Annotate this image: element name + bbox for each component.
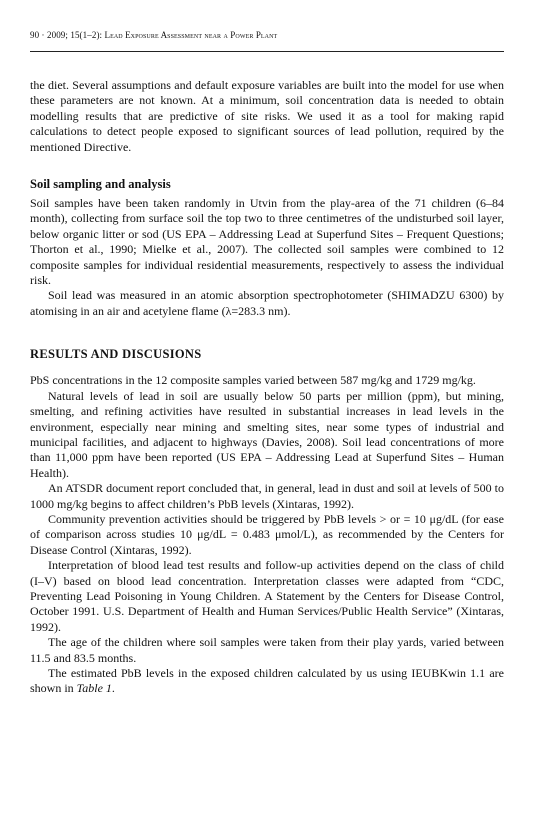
results-paragraph-7 [30, 666, 504, 697]
intro-paragraph: the diet. Several assumptions and default exposure variables are built into the model for use when these parameters are not known. At a minimum, soil concentration data is needed to obtain modelling results that are predictive of site risks. We used it as a tool for making rapid calculations to detect people exposed to significant sources of lead pollution, required by the mentioned Directive. [30, 78, 504, 154]
results-paragraph-7-text: The estimated PbB levels in the exposed children calculated by us using IEUBKwin 1.1 are shown in [30, 666, 504, 696]
soil-sampling-heading: Soil sampling and analysis [30, 177, 171, 192]
running-head [30, 30, 504, 52]
soil-paragraph-1: Soil samples have been taken randomly in Utvin from the play-area of the 71 children (6–84 month), collecting from surface soil the top two to three centimetres of the undisturbed soil layer, below organic litter or sod (US EPA – Addressing Lead at Superfund Sites – Frequent Questions; Thorton et al., 1990; Mielke et al., 2007). The collected soil samples were combined to 12 composite samples for individual residential measurements, respectively to assess the individual risk. [30, 196, 504, 288]
running-head-title: Lead Exposure Assessment near a Power Plant [104, 30, 278, 40]
results-paragraph-1: PbS concentrations in the 12 composite samples varied between 587 mg/kg and 1729 mg/kg. [30, 373, 476, 388]
results-heading: RESULTS AND DISCUSIONS [30, 347, 202, 362]
results-paragraph-5: Interpretation of blood lead test results and follow-up activities depend on the class of child (I–V) based on blood lead concentration. Interpretation classes were adapted from “CDC, Preventing Lead Poisoning in Young Children. A Statement by the Centers for Disease Control, October 1991. U.S. Department of Health and Human Services/Public Health Service” (Xintaras, 1992). [30, 558, 504, 634]
results-paragraph-3: An ATSDR document report concluded that, in general, lead in dust and soil at levels of 500 to 1000 mg/kg begins to affect children’s PbB levels (Xintaras, 1992). [30, 481, 504, 511]
table-reference-link[interactable]: Table 1 [76, 681, 112, 696]
soil-paragraph-2: Soil lead was measured in an atomic absorption spectrophotometer (SHIMADZU 6300) by atomising in an air and acetylene flame (λ=283.3 nm). [30, 288, 504, 318]
results-paragraph-2: Natural levels of lead in soil are usually below 50 parts per million (ppm), but mining, smelting, and refining activities have resulted in substantial increases in lead levels in the environment, especially near mining and smelting sites, near some types of industrial and municipal facilities, and adjacent to highways (Davies, 2008). Soil lead concentrations of more than 11,000 ppm have been reported (US EPA – Addressing Lead at Superfund Sites – Human Health). [30, 388, 504, 480]
results-paragraph-4: Community prevention activities should be triggered by PbB levels > or = 10 μg/dL (for ease of comparison across studies 10 μg/dL = 0.483 μmol/L), as recommended by the Centers for Disease Control (Xintaras, 1992). [30, 511, 504, 557]
running-head-citation: 90 · 2009; 15(1–2): [30, 30, 105, 40]
results-paragraph-7-end: . [111, 681, 115, 696]
article-body [30, 78, 504, 697]
results-paragraph-6: The age of the children where soil samples were taken from their play yards, varied between 11.5 and 83.5 months. [30, 635, 504, 665]
